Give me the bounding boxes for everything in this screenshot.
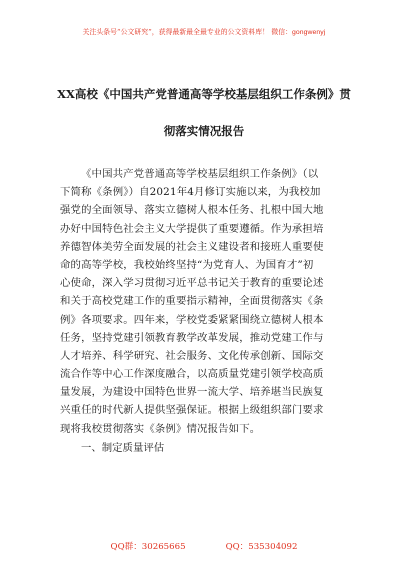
body-line: 命的高等学校，我校始终坚持“为党育人、为国育才”初 (60, 258, 314, 271)
body-line: 养德智体美劳全面发展的社会主义建设者和接班人重要使 (60, 240, 324, 253)
promo-text: 关注头条号“公文研究”，获得最新最全最专业的公文资料库！ (82, 28, 270, 36)
body-line: 例》各项要求。四年来，学校党委紧紧围绕立德树人根本 (60, 313, 324, 326)
promo-banner (0, 26, 408, 36)
document-title-line-1: XX高校《中国共产党普通高等学校基层组织工作条例》贯 (57, 87, 351, 101)
body-line: 《中国共产党普通高等学校基层组织工作条例》（以 (81, 168, 319, 180)
document-title-line-2: 彻落实情况报告 (163, 124, 245, 138)
body-line: 心使命，深入学习贯彻习近平总书记关于教育的重要论述 (60, 277, 324, 290)
wechat-label: 微信： (271, 28, 293, 36)
body-line: 兴重任的时代新人提供坚强保证。根据上级组织部门要求 (60, 404, 324, 417)
body-line: 和关于高校党建工作的重要指示精神，全面贯彻落实《条 (60, 295, 324, 308)
body-line: 办好中国特色社会主义大学提供了重要遵循。作为承担培 (60, 222, 324, 235)
document-body (60, 165, 356, 438)
qq-group: QQ群：30265665 (110, 542, 186, 552)
page-footer (0, 540, 408, 552)
wechat-id: gongwenyj (292, 29, 326, 36)
section-heading-1: 一、制定质量评估 (81, 442, 165, 454)
body-line: 现将我校贯彻落实《条例》情况报告如下。 (60, 422, 261, 435)
body-line: 量发展，为建设中国特色世界一流大学、培养堪当民族复 (60, 386, 324, 399)
page-header (0, 0, 408, 56)
body-line: 人才培养、科学研究、社会服务、文化传承创新、国际交 (60, 349, 324, 362)
body-line: 流合作等中心工作深度融合，以高质量党建引领学校高质 (60, 368, 324, 381)
body-line: 下简称《条例》）自2021年4月修订实施以来，为我校加 (60, 186, 321, 199)
qq-contact: QQ：535304092 (225, 542, 298, 552)
body-line: 强党的全面领导、落实立德树人根本任务、扎根中国大地 (60, 204, 324, 217)
body-line: 任务，坚持党建引领教育教学改革发展，推动党建工作与 (60, 331, 324, 344)
